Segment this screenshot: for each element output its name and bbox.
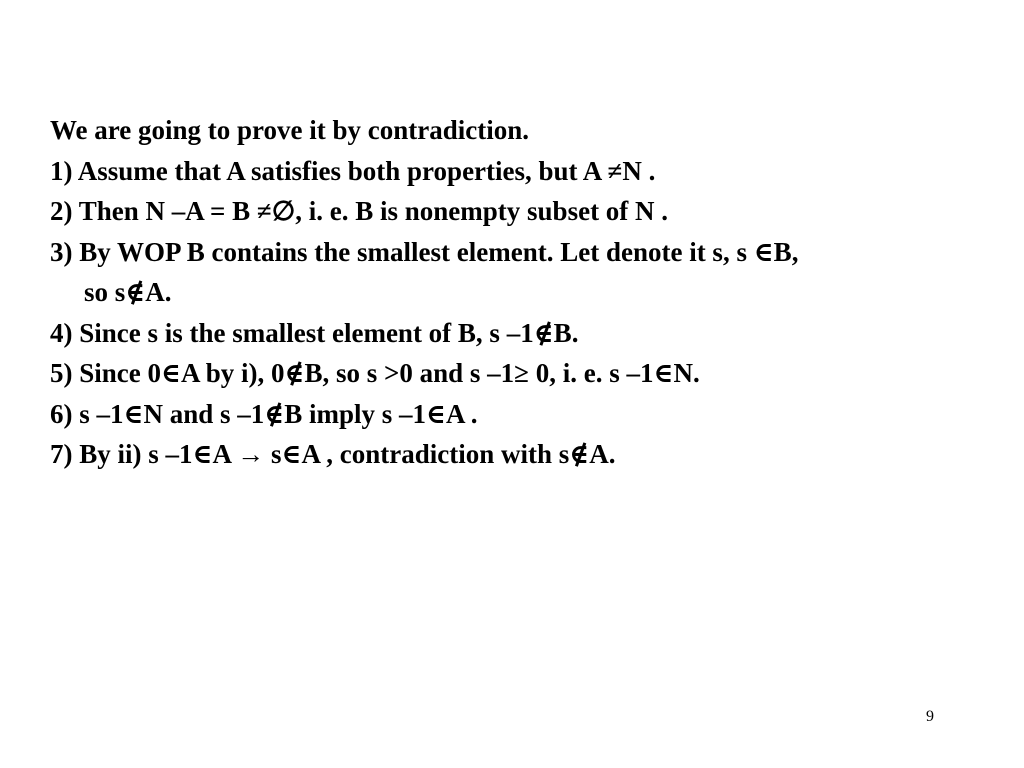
proof-step-5: 5) Since 0∈A by i), 0∉B, so s >0 and s –1≥ 0, i. e. s –1∈N. [50,358,700,388]
proof-text [50,110,1015,475]
proof-step-2: 2) Then N –A = B ≠∅, i. e. B is nonempty subset of N . [50,196,669,226]
proof-step-1: 1) Assume that A satisfies both properties, but A ≠N . [50,155,656,186]
intro-line: We are going to prove it by contradiction. [50,115,529,145]
proof-step-6: 6) s –1∈N and s –1∉B imply s –1∈A . [50,398,478,429]
page-number: 9 [926,708,934,725]
proof-step-3: 3) By WOP B contains the smallest element. Let denote it s, s ∈B, [50,236,799,267]
proof-step-7: 7) By ii) s –1∈A → s∈A , contradiction with s∉A. [50,439,616,469]
proof-step-3-continuation: so s∉A. [84,277,172,307]
proof-step-4: 4) Since s is the smallest element of B, s –1∉B. [50,317,579,348]
